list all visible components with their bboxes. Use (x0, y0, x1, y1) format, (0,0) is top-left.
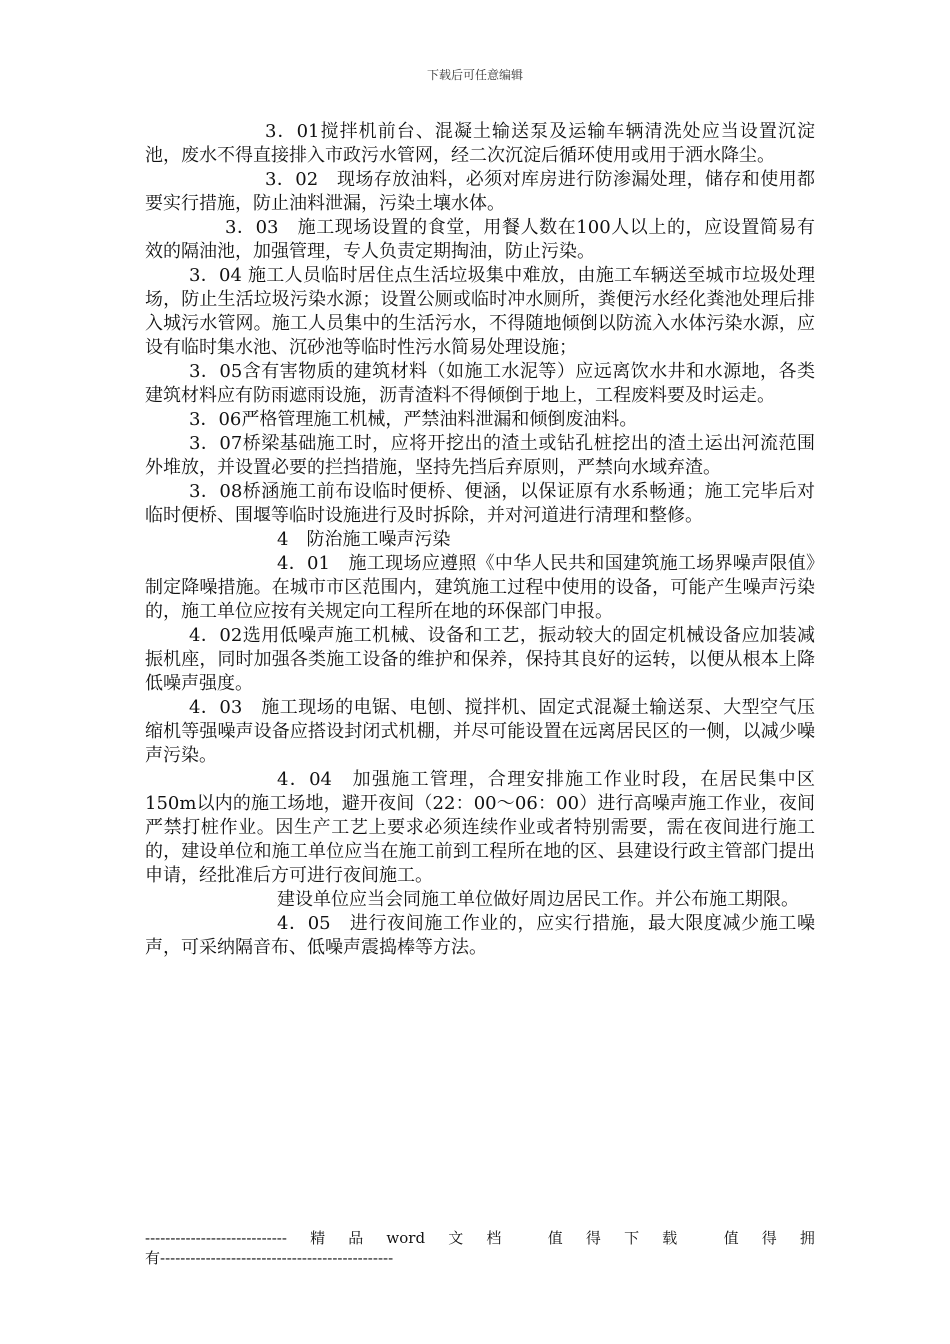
paragraph: 3．08桥涵施工前布设临时便桥、便涵，以保证原有水系畅通；施工完毕后对临时便桥、围堰等临时设施进行及时拆除，并对河道进行清理和整修。 (145, 481, 815, 526)
paragraph: 4．05 进行夜间施工作业的，应实行措施，最大限度减少施工噪声，可采纳隔音布、低噪声震捣棒等方法。 (145, 913, 815, 958)
footer-token: 载 (662, 1229, 678, 1247)
document-body (145, 120, 815, 960)
paragraph: 4．01 施工现场应遵照《中华人民共和国建筑施工场界噪声限值》制定降噪措施。在城市市区范围内，建筑施工过程中使用的设备，可能产生噪声污染的，施工单位应按有关规定向工程所在地的环保部门申报。 (145, 553, 815, 622)
paragraph: 3．07桥梁基础施工时，应将开挖出的渣土或钻孔桩挖出的渣土运出河流范围外堆放，并设置必要的拦挡措施，坚持先挡后弃原则，严禁向水域弃渣。 (145, 433, 815, 478)
footer-line-1 (145, 1228, 815, 1248)
footer-token: ---------------------------- (145, 1229, 287, 1247)
footer-token: 文 (448, 1229, 464, 1247)
paragraph: 3．02 现场存放油料，必须对库房进行防渗漏处理，储存和使用都要实行措施，防止油料泄漏，污染土壤水体。 (145, 169, 815, 214)
footer-token: word (386, 1229, 426, 1247)
footer-token: 得 (585, 1229, 601, 1247)
page-header: 下载后可任意编辑 (426, 68, 523, 82)
paragraph: 建设单位应当会同施工单位做好周边居民工作。并公布施工期限。 (277, 889, 799, 910)
paragraph: 3．04 施工人员临时居住点生活垃圾集中难放，由施工车辆送至城市垃圾处理场，防止生活垃圾污染水源；设置公厕或临时冲水厕所，粪便污水经化粪池处理后排入城污水管网。施工人员集中的生活污水，不得随地倾倒以防流入水体污染水源，应设有临时集水池、沉砂池等临时性污水简易处理设施； (145, 265, 815, 358)
footer-token: 值 (723, 1229, 739, 1247)
footer-token: 值 (547, 1229, 563, 1247)
paragraph: 3．06严格管理施工机械，严禁油料泄漏和倾倒废油料。 (189, 409, 638, 430)
footer-token: 得 (761, 1229, 777, 1247)
footer-token: 档 (486, 1229, 502, 1247)
paragraph: 3．03 施工现场设置的食堂，用餐人数在100人以上的，应设置简易有效的隔油池，加强管理，专人负责定期掏油，防止污染。 (145, 217, 815, 262)
footer-token: 精 (310, 1229, 326, 1247)
paragraph: 4．03 施工现场的电锯、电刨、搅拌机、固定式混凝土输送泵、大型空气压缩机等强噪声设备应搭设封闭式机棚，并尽可能设置在远离居民区的一侧，以减少噪声污染。 (145, 697, 815, 766)
footer-token: 拥 (799, 1229, 815, 1247)
footer-token: 品 (348, 1229, 364, 1247)
paragraph: 4．04 加强施工管理，合理安排施工作业时段，在居民集中区150m以内的施工场地，避开夜间（22：00～06：00）进行高噪声施工作业，夜间严禁打桩作业。因生产工艺上要求必须连续作业或者特别需要，需在夜间进行施工的，建设单位和施工单位应当在施工前到工程所在地的区、县建设行政主管部门提出申请，经批准后方可进行夜间施工。 (145, 769, 815, 886)
paragraph: 3．05含有害物质的建筑材料（如施工水泥等）应远离饮水井和水源地，各类建筑材料应有防雨遮雨设施，沥青渣料不得倾倒于地上，工程废料要及时运走。 (145, 361, 815, 406)
footer-token: 下 (624, 1229, 640, 1247)
paragraph: 3．01搅拌机前台、混凝土输送泵及运输车辆清洗处应当设置沉淀池，废水不得直接排入市政污水管网，经二次沉淀后循环使用或用于洒水降尘。 (145, 121, 815, 166)
paragraph: 4 防治施工噪声污染 (277, 529, 451, 550)
page-footer (145, 1228, 815, 1268)
footer-line-2: 有---------------------------------------------- (145, 1249, 394, 1267)
paragraph: 4．02选用低噪声施工机械、设备和工艺，振动较大的固定机械设备应加装减振机座，同时加强各类施工设备的维护和保养，保持其良好的运转，以便从根本上降低噪声强度。 (145, 625, 815, 694)
